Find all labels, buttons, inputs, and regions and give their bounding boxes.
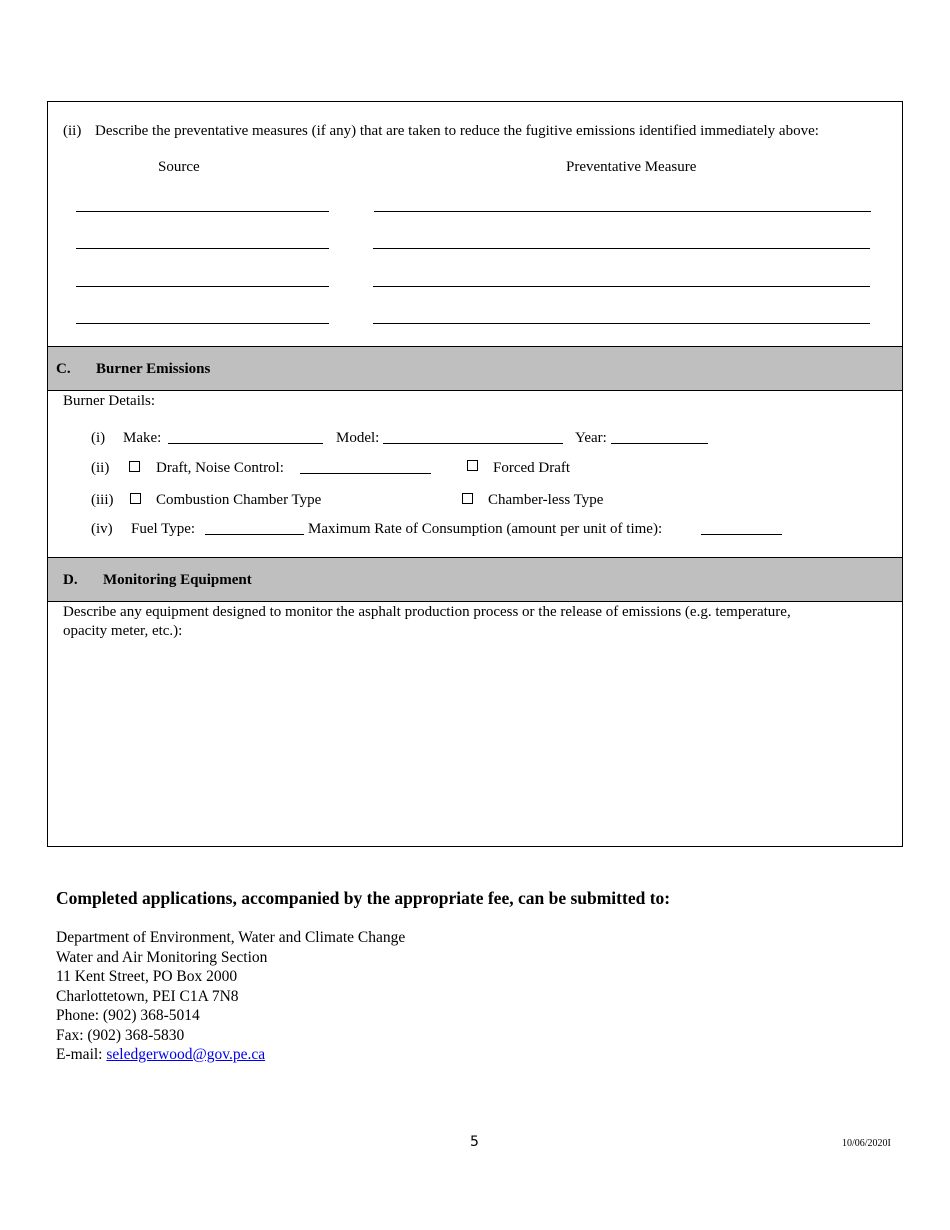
- contact-fax: Fax: (902) 368-5830: [56, 1026, 185, 1044]
- source-entry-line[interactable]: [76, 248, 329, 249]
- fuel-type-label: Fuel Type:: [131, 521, 196, 537]
- make-field[interactable]: [168, 443, 323, 444]
- submission-heading: Completed applications, accompanied by the appropriate fee, can be submitted to:: [56, 888, 671, 908]
- combustion-chamber-checkbox[interactable]: [130, 493, 141, 504]
- preventative-measures-question: Describe the preventative measures (if any) that are taken to reduce the fugitive emissions identified immediately above:: [95, 123, 819, 139]
- source-entry-line[interactable]: [76, 211, 329, 212]
- contact-email-row: [56, 1045, 265, 1065]
- page-number: 5: [470, 1134, 479, 1150]
- draft-noise-control-label: Draft, Noise Control:: [156, 460, 284, 476]
- revision-date: 10/06/2020I: [842, 1138, 891, 1149]
- chamberless-checkbox[interactable]: [462, 493, 473, 504]
- max-rate-label: Maximum Rate of Consumption (amount per unit of time):: [308, 521, 663, 537]
- year-field[interactable]: [611, 443, 708, 444]
- measure-entry-line[interactable]: [373, 323, 870, 324]
- source-entry-line[interactable]: [76, 286, 329, 287]
- item-ii-number: (ii): [91, 460, 110, 476]
- make-label: Make:: [123, 430, 162, 446]
- item-i-number: (i): [91, 430, 106, 446]
- preventative-measure-column-header: Preventative Measure: [566, 159, 697, 175]
- burner-details-label: Burner Details:: [63, 393, 156, 409]
- contact-phone: Phone: (902) 368-5014: [56, 1007, 200, 1024]
- measure-entry-line[interactable]: [373, 248, 870, 249]
- max-rate-field[interactable]: [701, 534, 782, 535]
- section-c-title: Burner Emissions: [96, 361, 211, 377]
- measure-entry-line[interactable]: [373, 286, 870, 287]
- model-label: Model:: [336, 430, 380, 446]
- source-column-header: Source: [158, 159, 200, 175]
- item-iii-number: (iii): [91, 492, 114, 508]
- combustion-chamber-label: Combustion Chamber Type: [156, 492, 322, 508]
- draft-noise-control-field[interactable]: [300, 473, 431, 474]
- address-street: 11 Kent Street, PO Box 2000: [56, 968, 238, 985]
- monitoring-question-line2: opacity meter, etc.):: [63, 623, 183, 639]
- section-d-title: Monitoring Equipment: [103, 572, 252, 588]
- email-link[interactable]: seledgerwood@gov.pe.ca: [106, 1046, 266, 1063]
- forced-draft-checkbox[interactable]: [467, 460, 478, 471]
- source-entry-line[interactable]: [76, 323, 329, 324]
- section-c-letter: C.: [56, 361, 71, 377]
- year-label: Year:: [575, 430, 607, 446]
- measure-entry-line[interactable]: [374, 211, 871, 212]
- email-label: E-mail:: [56, 1046, 107, 1063]
- forced-draft-label: Forced Draft: [493, 460, 571, 476]
- address-city: Charlottetown, PEI C1A 7N8: [56, 987, 239, 1005]
- question-item-number: (ii): [63, 123, 82, 139]
- model-field[interactable]: [383, 443, 563, 444]
- chamberless-label: Chamber-less Type: [488, 492, 604, 508]
- monitoring-question-line1: Describe any equipment designed to monitor the asphalt production process or the release of emissions (e.g. temperature,: [63, 604, 791, 620]
- draft-noise-control-checkbox[interactable]: [129, 461, 140, 472]
- address-section: Water and Air Monitoring Section: [56, 948, 268, 966]
- monitoring-answer-area[interactable]: [55, 645, 895, 840]
- section-d-letter: D.: [63, 572, 78, 588]
- address-department: Department of Environment, Water and Climate Change: [56, 929, 406, 946]
- fuel-type-field[interactable]: [205, 534, 304, 535]
- item-iv-number: (iv): [91, 521, 113, 537]
